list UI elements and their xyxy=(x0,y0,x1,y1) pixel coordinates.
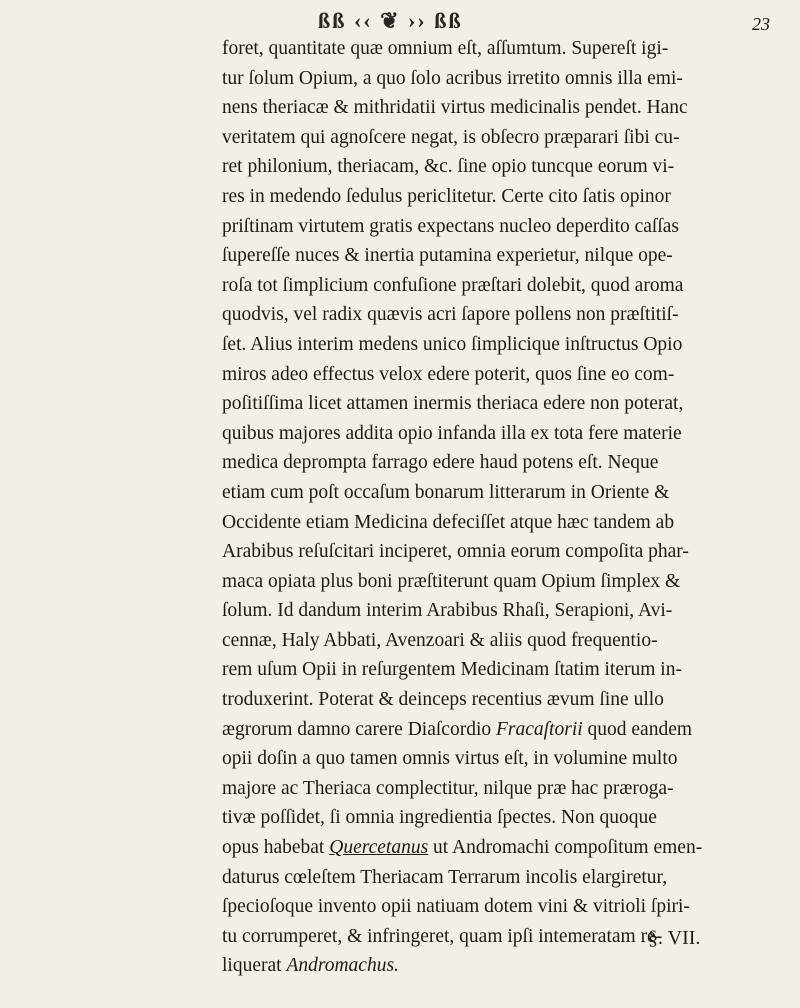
text-line xyxy=(222,123,770,153)
text-run: ſupereſſe nuces & inertia putamina experietur, nilque ope- xyxy=(222,245,673,267)
text-line xyxy=(222,951,770,981)
text-run: quodvis, vel radix quævis acri ſapore pollens non præſtitiſ- xyxy=(222,304,679,326)
text-run: foret, quantitate quæ omnium eſt, aſſumtum. Supereſt igi- xyxy=(222,38,669,59)
text-line xyxy=(222,715,770,745)
page-number: 23 xyxy=(752,14,770,34)
text-run: ſolum. Id dandum interim Arabibus Rhaſi, Serapioni, Avi- xyxy=(222,600,673,622)
text-line xyxy=(222,892,770,922)
text-run: rem uſum Opii in reſurgentem Medicinam ſtatim iterum in- xyxy=(222,659,682,681)
text-run: miros adeo effectus velox edere poterit, quos ſine eo com- xyxy=(222,363,675,385)
text-run: troduxerint. Poterat & deinceps recentius ævum ſine ullo xyxy=(222,689,664,711)
text-line xyxy=(222,182,770,212)
text-run: maca opiata plus boni præſtiterunt quam Opium ſimplex & xyxy=(222,570,681,592)
text-run: nens theriacæ & mithridatii virtus medicinalis pendet. Hanc xyxy=(222,97,688,119)
text-run: etiam cum poſt occaſum bonarum litterarum in Oriente & xyxy=(222,481,670,503)
underlined-name: Quercetanus xyxy=(329,837,429,859)
text-run: cennæ, Haly Abbati, Avenzoari & aliis quod frequentio- xyxy=(222,629,658,651)
text-line xyxy=(222,360,770,390)
text-line xyxy=(222,655,770,685)
page-header xyxy=(0,8,800,34)
text-run: majore ac Theriaca complectitur, nilque præ hac prærogа- xyxy=(222,777,674,799)
text-run: tivæ poſſidet, ſi omnia ingredientia ſpectes. Non quoque xyxy=(222,807,657,829)
text-run: liquerat xyxy=(222,955,287,977)
text-line xyxy=(222,241,770,271)
text-line xyxy=(222,93,770,123)
text-line xyxy=(222,803,770,833)
text-line xyxy=(222,271,770,301)
text-line xyxy=(222,300,770,330)
text-line xyxy=(222,34,770,64)
text-line xyxy=(222,537,770,567)
text-line xyxy=(222,774,770,804)
text-line xyxy=(222,212,770,242)
text-line xyxy=(222,152,770,182)
text-run: ret philonium, theriacam, &c. ſine opio tuncque eorum vi- xyxy=(222,156,675,178)
text-run: Arabibus reſuſcitari inciperet, omnia eorum compoſita phar- xyxy=(222,541,689,563)
text-line xyxy=(222,863,770,893)
text-run: poſitiſſima licet attamen inermis theriaca edere non poterat, xyxy=(222,393,684,415)
text-line xyxy=(222,567,770,597)
text-run: ut Andromachi compoſitum emen- xyxy=(428,837,703,859)
text-line xyxy=(222,419,770,449)
text-line xyxy=(222,389,770,419)
text-line xyxy=(222,330,770,360)
text-line xyxy=(222,508,770,538)
text-line xyxy=(222,64,770,94)
text-run: quod eandem xyxy=(582,718,693,740)
text-run: daturus cœleſtem Theriacam Terrarum incolis elargiretur, xyxy=(222,866,668,888)
text-run: tur ſolum Opium, a quo ſolo acribus irretito omnis illa emi- xyxy=(222,67,683,89)
text-run: ægrorum damno carere Diaſcordio xyxy=(222,718,496,740)
text-run: res in medendo ſedulus periclitetur. Certe cito ſatis opinor xyxy=(222,185,671,207)
text-run: ſpecioſoque invento opii natiuam dotem vini & vitrioli ſpiri- xyxy=(222,896,690,918)
italic-name: Andromachus. xyxy=(286,955,399,977)
text-run: quibus majores addita opio infanda illa ex tota fere materie xyxy=(222,422,682,444)
header-ornament: ßß ‹‹ ❦ ›› ßß xyxy=(318,8,463,33)
text-run: priſtinam virtutem gratis expectans nucleo deperdito caſſas xyxy=(222,215,680,237)
body-paragraph xyxy=(222,34,770,981)
section-heading: §. VII. xyxy=(648,927,701,949)
text-line xyxy=(222,596,770,626)
text-run: medica deprompta farrago edere haud potens eſt. Neque xyxy=(222,452,659,474)
text-line xyxy=(222,448,770,478)
text-run: tu corrumperet, & infringeret, quam ipſi intemeratam re- xyxy=(222,925,663,947)
text-line xyxy=(222,685,770,715)
text-line xyxy=(222,626,770,656)
text-run: veritatem qui agnoſcere negat, is obſecro præparari ſibi cu- xyxy=(222,126,680,148)
text-line xyxy=(222,744,770,774)
text-run: opii doſin a quo tamen omnis virtus eſt, in volumine multo xyxy=(222,748,678,770)
text-run: ſet. Alius interim medens unico ſimplicique inſtructus Opio xyxy=(222,333,683,355)
italic-name: Fracaſtorii xyxy=(495,718,583,740)
text-run: Occidente etiam Medicina defeciſſet atque hæc tandem ab xyxy=(222,511,675,533)
text-line xyxy=(222,478,770,508)
text-run: opus habebat xyxy=(222,837,330,859)
text-run: roſa tot ſimplicium confuſione præſtari dolebit, quod aroma xyxy=(222,274,684,296)
text-line xyxy=(222,833,770,863)
